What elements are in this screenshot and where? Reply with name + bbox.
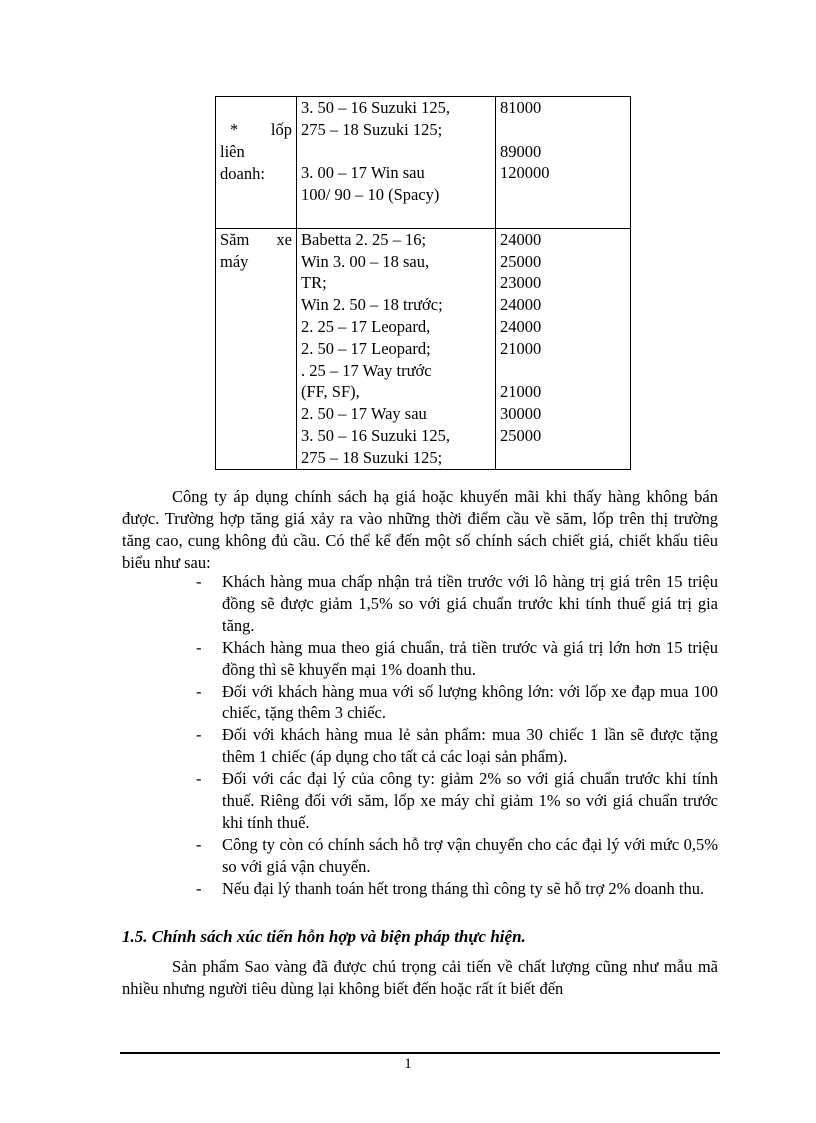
spec-line: 2. 50 – 17 Way sau: [301, 404, 427, 424]
spec-line: 2. 50 – 17 Leopard;: [301, 338, 431, 358]
spec-line: 3. 50 – 16 Suzuki 125,: [301, 98, 450, 117]
spec-line: Babetta 2. 25 – 16;: [301, 229, 427, 249]
price-cell: [496, 228, 631, 469]
spec-line: 3. 00 – 17 Win sau: [301, 163, 425, 183]
list-item: [196, 637, 718, 681]
price-value: 24000: [500, 316, 542, 336]
bullet-dash: -: [196, 681, 202, 701]
page-number: 1: [404, 1056, 412, 1072]
closing-paragraph-text: Sản phẩm Sao vàng đã được chú trọng cải tiến về chất lượng cũng như mẫu mã nhiều nhưng người tiêu dùng lại không biết đến hoặc rất ít biết đến: [122, 957, 718, 998]
category-text: máy: [220, 251, 249, 271]
category-cell: [216, 228, 297, 469]
price-value: [500, 360, 626, 382]
spec-line: (FF, SF),: [301, 382, 360, 402]
price-value: 24000: [500, 229, 542, 249]
closing-paragraph: [122, 956, 718, 1000]
bullet-dash: -: [196, 725, 202, 745]
bullet-dash: -: [196, 637, 202, 657]
category-cell: [216, 97, 297, 229]
spec-line: 275 – 18 Suzuki 125;: [301, 119, 443, 139]
category-text: *: [230, 120, 239, 139]
category-text: lốp: [270, 120, 292, 139]
list-item: [196, 878, 718, 900]
price-value: 21000: [500, 338, 542, 358]
list-item-text: Đối với khách hàng mua lẻ sản phẩm: mua 30 chiếc 1 lần sẽ được tặng thêm 1 chiếc (áp dụng cho tất cả các loại sản phẩm).: [222, 725, 718, 767]
price-value: 25000: [500, 251, 542, 271]
spec-line: . 25 – 17 Way trước: [301, 360, 432, 380]
list-item: [196, 681, 718, 725]
table-row: [216, 97, 631, 229]
table-row: [216, 228, 631, 469]
list-item-text: Khách hàng mua theo giá chuẩn, trả tiền trước và giá trị lớn hơn 15 triệu đồng thì sẽ khuyến mại 1% doanh thu.: [222, 637, 718, 679]
category-line: [220, 97, 292, 141]
price-cell: [496, 97, 631, 229]
spec-line: 275 – 18 Suzuki 125;: [301, 447, 443, 467]
category-text: liên: [220, 141, 245, 161]
price-value: 30000: [500, 404, 542, 424]
price-value: 25000: [500, 425, 542, 445]
list-item-text: Khách hàng mua chấp nhận trả tiền trước với lô hàng trị giá trên 15 triệu đồng sẽ được giảm 1,5% so với giá chuẩn trước khi tính thuế giá trị gia tăng.: [222, 572, 718, 635]
price-value: 120000: [500, 163, 550, 183]
category-text: Săm xe: [220, 229, 292, 249]
spec-line: TR;: [301, 273, 327, 293]
price-value: [500, 119, 626, 141]
price-value: 24000: [500, 295, 542, 315]
spec-line: [301, 141, 491, 163]
spec-line: 3. 50 – 16 Suzuki 125,: [301, 425, 450, 445]
price-value: 23000: [500, 273, 542, 293]
section-heading: 1.5. Chính sách xúc tiến hỗn hợp và biện pháp thực hiện.: [122, 927, 526, 946]
list-item-text: Nếu đại lý thanh toán hết trong tháng thì công ty sẽ hỗ trợ 2% doanh thu.: [222, 878, 705, 898]
price-value: 81000: [500, 98, 542, 117]
footer-rule: [120, 1052, 720, 1054]
spec-line: 2. 25 – 17 Leopard,: [301, 316, 431, 336]
list-item-text: Công ty còn có chính sách hỗ trợ vận chuyển cho các đại lý với mức 0,5% so với giá vận chuyển.: [222, 834, 718, 876]
intro-paragraph-text: Công ty áp dụng chính sách hạ giá hoặc khuyến mãi khi thấy hàng không bán được. Trường hợp tăng giá xảy ra vào những thời điểm cầu về săm, lốp trên thị trường tăng cao, cung không đủ cầu. Có thể kể đến một số chính sách chiết giá, chiết khấu tiêu biểu như sau:: [122, 487, 718, 572]
list-item: [196, 834, 718, 878]
bullet-dash: -: [196, 572, 202, 591]
intro-paragraph: [122, 486, 718, 574]
bullet-dash: -: [196, 878, 202, 898]
list-item: [196, 724, 718, 768]
price-value: 89000: [500, 141, 542, 161]
spec-cell: [297, 228, 496, 469]
list-item-text: Đối với các đại lý của công ty: giảm 2% so với giá chuẩn trước khi tính thuế. Riêng đối với săm, lốp xe máy chỉ giảm 1% so với giá chuẩn trước khi tính thuế.: [222, 769, 718, 832]
price-value: 21000: [500, 382, 542, 402]
discount-policy-list: [196, 571, 718, 900]
price-table: [215, 96, 631, 470]
list-item-text: Đối với khách hàng mua với số lượng không lớn: với lốp xe đạp mua 100 chiếc, tặng thêm 3 chiếc.: [222, 681, 718, 723]
list-item: [196, 571, 718, 637]
category-text: doanh:: [220, 163, 265, 183]
spec-line: 100/ 90 – 10 (Spacy): [301, 185, 440, 205]
bullet-dash: -: [196, 834, 202, 854]
spec-line: Win 2. 50 – 18 trước;: [301, 295, 443, 315]
spec-line: Win 3. 00 – 18 sau,: [301, 251, 430, 271]
list-item: [196, 768, 718, 834]
spec-cell: [297, 97, 496, 229]
bullet-dash: -: [196, 769, 202, 789]
